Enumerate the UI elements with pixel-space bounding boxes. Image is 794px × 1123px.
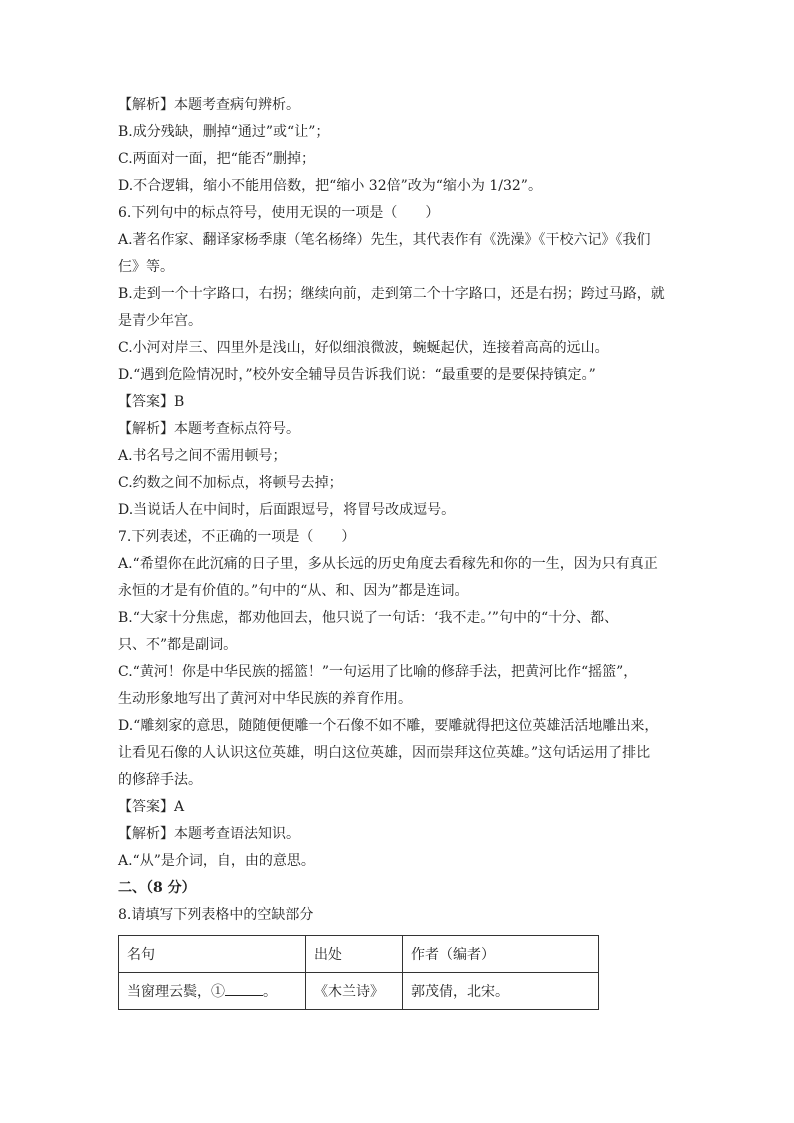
text-line: A.“从”是介词，自，由的意思。 (118, 853, 315, 869)
cell-author: 郭茂倩，北宋。 (403, 973, 599, 1010)
text-line: 是青少年宫。 (118, 313, 202, 329)
table-row (119, 973, 599, 1010)
text-line: D.当说话人在中间时，后面跟逗号，将冒号改成逗号。 (118, 502, 456, 518)
text-line: D.“遇到危险情况时，”校外安全辅导员告诉我们说：“最重要的是要保持镇定。” (118, 367, 596, 383)
header-quote: 名句 (119, 936, 306, 973)
text-line: D.“雕刻家的意思，随随便便雕一个石像不如不雕，要雕就得把这位英雄活活地雕出来， (118, 718, 659, 734)
header-author: 作者（编者） (403, 936, 599, 973)
text-line: D.不合逻辑，缩小不能用倍数，把“缩小 32倍”改为“缩小为 1/32”。 (118, 178, 542, 194)
text-line: 永恒的才是有价值的。”句中的“从、和、因为”都是连词。 (118, 583, 469, 599)
text-line: A.书名号之间不需用顿号； (118, 448, 287, 464)
text-line: 只、不”都是副词。 (118, 637, 238, 653)
text-line: C.“黄河！你是中华民族的摇篮！”一句运用了比喻的修辞手法，把黄河比作“摇篮”， (118, 664, 638, 680)
text-line: 【答案】B (118, 394, 185, 410)
quote-suffix: 。 (263, 984, 277, 1000)
text-line: B.成分残缺，删掉“通过”或“让”； (118, 124, 330, 140)
text-line: 8.请填写下列表格中的空缺部分 (118, 907, 314, 923)
text-line: B.走到一个十字路口，右拐；继续向前，走到第二个十字路口，还是右拐；跨过马路，就 (118, 286, 665, 302)
text-line: B.“大家十分焦虑，都劝他回去，他只说了一句话：‘我不走。’”句中的“十分、都、 (118, 610, 619, 626)
fill-in-table (118, 935, 599, 1010)
text-line: A.著名作家、翻译家杨季康（笔名杨绛）先生，其代表作有《洗澡》《干校六记》《我们 (118, 232, 651, 248)
text-line: A.“希望你在此沉痛的日子里，多从长远的历史角度去看稼先和你的一生，因为只有真正 (118, 556, 658, 572)
header-source: 出处 (306, 936, 403, 973)
text-line: C.两面对一面，把“能否”删掉； (118, 151, 315, 167)
text-line: 二、（8 分） (118, 880, 196, 896)
document-content (118, 92, 678, 1010)
cell-quote (119, 973, 306, 1010)
answer-blank[interactable] (225, 981, 263, 996)
text-line: 7.下列表述，不正确的一项是（ ） (118, 529, 356, 545)
text-line: 的修辞手法。 (118, 772, 202, 788)
text-line: 让看见石像的人认识这位英雄，明白这位英雄，因而崇拜这位英雄。”这句话运用了排比 (118, 745, 651, 761)
text-line: 6.下列句中的标点符号，使用无误的一项是（ ） (118, 205, 440, 221)
text-line: 【解析】本题考查标点符号。 (118, 421, 300, 437)
text-line: 生动形象地写出了黄河对中华民族的养育作用。 (118, 691, 412, 707)
text-line: 【解析】本题考查病句辨析。 (118, 97, 300, 113)
cell-source: 《木兰诗》 (306, 973, 403, 1010)
text-line: C.约数之间不加标点，将顿号去掉； (118, 475, 343, 491)
text-line: 【答案】A (118, 799, 185, 815)
text-line: 【解析】本题考查语法知识。 (118, 826, 300, 842)
table-header-row (119, 936, 599, 973)
text-line: 仨》等。 (118, 259, 174, 275)
text-lines (118, 92, 678, 929)
quote-prefix: 当窗理云鬓，① (127, 984, 225, 1000)
text-line: C.小河对岸三、四里外是浅山，好似细浪微波，蜿蜒起伏，连接着高高的远山。 (118, 340, 609, 356)
